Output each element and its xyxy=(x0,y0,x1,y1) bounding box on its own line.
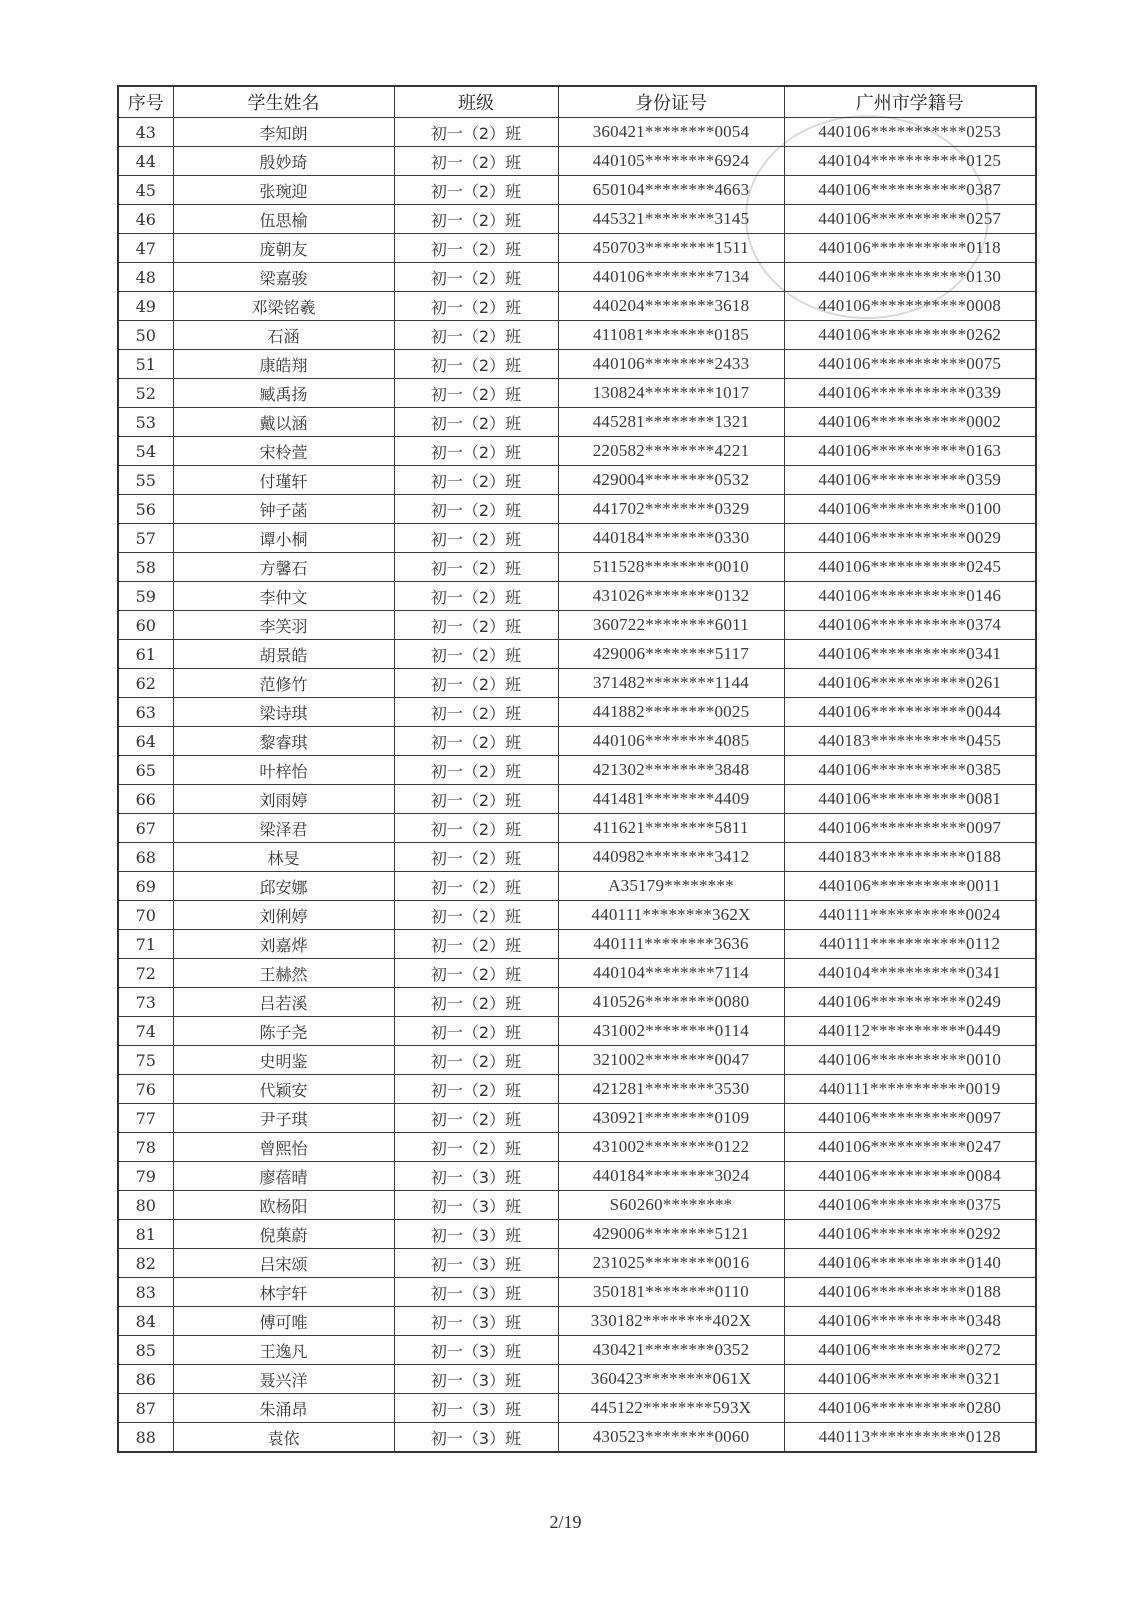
cell-student-name: 朱涌昂 xyxy=(173,1394,394,1423)
cell-seq: 48 xyxy=(118,263,173,292)
cell-id-number: 440111********362X xyxy=(558,901,784,930)
cell-class: 初一（2）班 xyxy=(394,785,558,814)
cell-id-number: 440982********3412 xyxy=(558,843,784,872)
cell-student-name: 付瑾轩 xyxy=(173,466,394,495)
cell-class: 初一（2）班 xyxy=(394,118,558,147)
table-row xyxy=(118,292,1036,321)
cell-id-number: 445122********593X xyxy=(558,1394,784,1423)
table-row xyxy=(118,582,1036,611)
cell-student-number: 440106***********0348 xyxy=(784,1307,1036,1336)
cell-id-number: 130824********1017 xyxy=(558,379,784,408)
cell-student-name: 梁诗琪 xyxy=(173,698,394,727)
table-row xyxy=(118,1046,1036,1075)
cell-seq: 64 xyxy=(118,727,173,756)
cell-student-number: 440111***********0019 xyxy=(784,1075,1036,1104)
cell-id-number: 440184********0330 xyxy=(558,524,784,553)
cell-class: 初一（2）班 xyxy=(394,814,558,843)
cell-seq: 58 xyxy=(118,553,173,582)
table-row xyxy=(118,959,1036,988)
cell-seq: 74 xyxy=(118,1017,173,1046)
cell-class: 初一（3）班 xyxy=(394,1336,558,1365)
cell-seq: 47 xyxy=(118,234,173,263)
table-row xyxy=(118,843,1036,872)
cell-class: 初一（2）班 xyxy=(394,553,558,582)
cell-student-name: 刘俐婷 xyxy=(173,901,394,930)
cell-student-name: 吕宋颂 xyxy=(173,1249,394,1278)
cell-student-name: 王逸凡 xyxy=(173,1336,394,1365)
cell-student-number: 440106***********0084 xyxy=(784,1162,1036,1191)
cell-student-name: 石涵 xyxy=(173,321,394,350)
table-row xyxy=(118,698,1036,727)
cell-seq: 61 xyxy=(118,640,173,669)
cell-student-number: 440106***********0002 xyxy=(784,408,1036,437)
cell-class: 初一（2）班 xyxy=(394,756,558,785)
cell-student-number: 440104***********0125 xyxy=(784,147,1036,176)
cell-seq: 82 xyxy=(118,1249,173,1278)
cell-class: 初一（2）班 xyxy=(394,321,558,350)
cell-student-number: 440106***********0008 xyxy=(784,292,1036,321)
cell-seq: 75 xyxy=(118,1046,173,1075)
cell-student-number: 440106***********0321 xyxy=(784,1365,1036,1394)
table-row xyxy=(118,1336,1036,1365)
cell-student-name: 方馨石 xyxy=(173,553,394,582)
cell-class: 初一（2）班 xyxy=(394,495,558,524)
table-row xyxy=(118,814,1036,843)
header-id-number: 身份证号 xyxy=(558,86,784,118)
table-row xyxy=(118,1191,1036,1220)
header-student-name: 学生姓名 xyxy=(173,86,394,118)
cell-student-number: 440111***********0112 xyxy=(784,930,1036,959)
cell-student-name: 陈子尧 xyxy=(173,1017,394,1046)
cell-seq: 76 xyxy=(118,1075,173,1104)
cell-seq: 59 xyxy=(118,582,173,611)
cell-student-name: 袁依 xyxy=(173,1423,394,1453)
cell-id-number: 430921********0109 xyxy=(558,1104,784,1133)
table-row xyxy=(118,118,1036,147)
cell-student-name: 梁泽君 xyxy=(173,814,394,843)
table-row xyxy=(118,1278,1036,1307)
table-row xyxy=(118,553,1036,582)
cell-id-number: 445321********3145 xyxy=(558,205,784,234)
cell-class: 初一（2）班 xyxy=(394,437,558,466)
cell-student-number: 440106***********0010 xyxy=(784,1046,1036,1075)
table-row xyxy=(118,1162,1036,1191)
cell-student-name: 曾熙怡 xyxy=(173,1133,394,1162)
table-row xyxy=(118,350,1036,379)
cell-student-number: 440106***********0272 xyxy=(784,1336,1036,1365)
cell-seq: 84 xyxy=(118,1307,173,1336)
cell-student-name: 李笑羽 xyxy=(173,611,394,640)
cell-student-name: 戴以涵 xyxy=(173,408,394,437)
header-student-number: 广州市学籍号 xyxy=(784,86,1036,118)
page-number: 2/19 xyxy=(549,1512,582,1532)
cell-seq: 44 xyxy=(118,147,173,176)
cell-id-number: 431002********0114 xyxy=(558,1017,784,1046)
cell-id-number: 421302********3848 xyxy=(558,756,784,785)
cell-student-name: 李仲文 xyxy=(173,582,394,611)
cell-class: 初一（2）班 xyxy=(394,872,558,901)
cell-student-number: 440106***********0097 xyxy=(784,1104,1036,1133)
cell-student-number: 440106***********0146 xyxy=(784,582,1036,611)
table-row xyxy=(118,379,1036,408)
cell-class: 初一（2）班 xyxy=(394,988,558,1017)
cell-seq: 80 xyxy=(118,1191,173,1220)
cell-seq: 49 xyxy=(118,292,173,321)
cell-seq: 69 xyxy=(118,872,173,901)
cell-id-number: 330182********402X xyxy=(558,1307,784,1336)
table-row xyxy=(118,321,1036,350)
cell-seq: 68 xyxy=(118,843,173,872)
cell-student-name: 伍思榆 xyxy=(173,205,394,234)
cell-id-number: 431026********0132 xyxy=(558,582,784,611)
cell-student-number: 440106***********0261 xyxy=(784,669,1036,698)
cell-student-name: 尹子琪 xyxy=(173,1104,394,1133)
cell-student-name: 谭小桐 xyxy=(173,524,394,553)
cell-class: 初一（2）班 xyxy=(394,930,558,959)
cell-id-number: A35179******** xyxy=(558,872,784,901)
cell-student-name: 史明鉴 xyxy=(173,1046,394,1075)
cell-student-number: 440104***********0341 xyxy=(784,959,1036,988)
cell-class: 初一（2）班 xyxy=(394,350,558,379)
cell-student-name: 康皓翔 xyxy=(173,350,394,379)
cell-seq: 50 xyxy=(118,321,173,350)
cell-class: 初一（3）班 xyxy=(394,1307,558,1336)
cell-id-number: 321002********0047 xyxy=(558,1046,784,1075)
cell-student-number: 440106***********0130 xyxy=(784,263,1036,292)
cell-seq: 57 xyxy=(118,524,173,553)
cell-student-name: 刘雨婷 xyxy=(173,785,394,814)
cell-student-number: 440111***********0024 xyxy=(784,901,1036,930)
table-row xyxy=(118,1075,1036,1104)
table-row xyxy=(118,901,1036,930)
cell-student-name: 胡景皓 xyxy=(173,640,394,669)
cell-id-number: S60260******** xyxy=(558,1191,784,1220)
cell-student-name: 庞朝友 xyxy=(173,234,394,263)
cell-class: 初一（2）班 xyxy=(394,147,558,176)
cell-id-number: 430421********0352 xyxy=(558,1336,784,1365)
cell-class: 初一（2）班 xyxy=(394,901,558,930)
cell-seq: 83 xyxy=(118,1278,173,1307)
cell-class: 初一（3）班 xyxy=(394,1278,558,1307)
cell-student-name: 宋柃萱 xyxy=(173,437,394,466)
cell-id-number: 440106********2433 xyxy=(558,350,784,379)
cell-id-number: 441702********0329 xyxy=(558,495,784,524)
cell-student-name: 钟子菡 xyxy=(173,495,394,524)
cell-student-number: 440106***********0081 xyxy=(784,785,1036,814)
cell-student-number: 440106***********0387 xyxy=(784,176,1036,205)
cell-seq: 78 xyxy=(118,1133,173,1162)
cell-student-number: 440106***********0097 xyxy=(784,814,1036,843)
cell-id-number: 450703********1511 xyxy=(558,234,784,263)
cell-class: 初一（2）班 xyxy=(394,292,558,321)
cell-id-number: 441481********4409 xyxy=(558,785,784,814)
cell-seq: 54 xyxy=(118,437,173,466)
cell-class: 初一（2）班 xyxy=(394,524,558,553)
cell-class: 初一（2）班 xyxy=(394,176,558,205)
cell-id-number: 231025********0016 xyxy=(558,1249,784,1278)
cell-id-number: 350181********0110 xyxy=(558,1278,784,1307)
cell-seq: 86 xyxy=(118,1365,173,1394)
cell-student-number: 440106***********0249 xyxy=(784,988,1036,1017)
cell-student-number: 440106***********0118 xyxy=(784,234,1036,263)
cell-class: 初一（2）班 xyxy=(394,466,558,495)
table-header-row xyxy=(118,86,1036,118)
cell-student-number: 440183***********0455 xyxy=(784,727,1036,756)
cell-class: 初一（3）班 xyxy=(394,1220,558,1249)
cell-id-number: 410526********0080 xyxy=(558,988,784,1017)
table-row xyxy=(118,930,1036,959)
cell-seq: 55 xyxy=(118,466,173,495)
cell-student-number: 440106***********0253 xyxy=(784,118,1036,147)
table-row xyxy=(118,1249,1036,1278)
cell-class: 初一（2）班 xyxy=(394,1017,558,1046)
table-row xyxy=(118,263,1036,292)
cell-class: 初一（3）班 xyxy=(394,1394,558,1423)
cell-student-name: 殷妙琦 xyxy=(173,147,394,176)
cell-seq: 43 xyxy=(118,118,173,147)
cell-student-number: 440113***********0128 xyxy=(784,1423,1036,1453)
cell-student-name: 廖蓓晴 xyxy=(173,1162,394,1191)
cell-student-number: 440106***********0247 xyxy=(784,1133,1036,1162)
table-row xyxy=(118,669,1036,698)
cell-id-number: 430523********0060 xyxy=(558,1423,784,1453)
cell-class: 初一（3）班 xyxy=(394,1162,558,1191)
cell-class: 初一（2）班 xyxy=(394,611,558,640)
cell-class: 初一（2）班 xyxy=(394,959,558,988)
table-row xyxy=(118,1394,1036,1423)
cell-seq: 73 xyxy=(118,988,173,1017)
table-row xyxy=(118,727,1036,756)
table-row xyxy=(118,495,1036,524)
cell-class: 初一（3）班 xyxy=(394,1191,558,1220)
cell-id-number: 360421********0054 xyxy=(558,118,784,147)
cell-class: 初一（3）班 xyxy=(394,1423,558,1453)
cell-class: 初一（2）班 xyxy=(394,263,558,292)
cell-student-name: 欧杨阳 xyxy=(173,1191,394,1220)
table-body xyxy=(118,118,1036,1453)
cell-student-number: 440106***********0280 xyxy=(784,1394,1036,1423)
cell-class: 初一（2）班 xyxy=(394,234,558,263)
table-row xyxy=(118,1423,1036,1453)
cell-student-number: 440106***********0292 xyxy=(784,1220,1036,1249)
cell-student-number: 440106***********0044 xyxy=(784,698,1036,727)
cell-id-number: 371482********1144 xyxy=(558,669,784,698)
cell-student-name: 林宇轩 xyxy=(173,1278,394,1307)
student-roster-table xyxy=(117,85,1037,1453)
cell-student-number: 440112***********0449 xyxy=(784,1017,1036,1046)
cell-id-number: 421281********3530 xyxy=(558,1075,784,1104)
table-row xyxy=(118,1104,1036,1133)
cell-id-number: 441882********0025 xyxy=(558,698,784,727)
cell-seq: 70 xyxy=(118,901,173,930)
table-row xyxy=(118,785,1036,814)
cell-seq: 66 xyxy=(118,785,173,814)
cell-id-number: 360722********6011 xyxy=(558,611,784,640)
cell-student-number: 440106***********0029 xyxy=(784,524,1036,553)
cell-student-name: 吕若溪 xyxy=(173,988,394,1017)
cell-id-number: 440111********3636 xyxy=(558,930,784,959)
header-seq: 序号 xyxy=(118,86,173,118)
cell-class: 初一（3）班 xyxy=(394,1365,558,1394)
table-row xyxy=(118,640,1036,669)
cell-class: 初一（2）班 xyxy=(394,1046,558,1075)
cell-id-number: 431002********0122 xyxy=(558,1133,784,1162)
cell-id-number: 445281********1321 xyxy=(558,408,784,437)
table-row xyxy=(118,176,1036,205)
cell-student-number: 440106***********0257 xyxy=(784,205,1036,234)
cell-seq: 71 xyxy=(118,930,173,959)
cell-student-name: 张琬迎 xyxy=(173,176,394,205)
cell-student-number: 440106***********0140 xyxy=(784,1249,1036,1278)
cell-student-name: 梁嘉骏 xyxy=(173,263,394,292)
table-row xyxy=(118,1017,1036,1046)
cell-student-number: 440106***********0075 xyxy=(784,350,1036,379)
cell-student-name: 黎睿琪 xyxy=(173,727,394,756)
table-row xyxy=(118,756,1036,785)
cell-seq: 45 xyxy=(118,176,173,205)
cell-id-number: 429006********5121 xyxy=(558,1220,784,1249)
cell-class: 初一（2）班 xyxy=(394,408,558,437)
cell-id-number: 360423********061X xyxy=(558,1365,784,1394)
cell-class: 初一（2）班 xyxy=(394,582,558,611)
cell-seq: 81 xyxy=(118,1220,173,1249)
cell-student-number: 440106***********0262 xyxy=(784,321,1036,350)
table-row xyxy=(118,1307,1036,1336)
table-row xyxy=(118,234,1036,263)
cell-seq: 77 xyxy=(118,1104,173,1133)
cell-student-name: 叶梓怡 xyxy=(173,756,394,785)
cell-seq: 79 xyxy=(118,1162,173,1191)
cell-class: 初一（2）班 xyxy=(394,379,558,408)
cell-student-number: 440106***********0011 xyxy=(784,872,1036,901)
table-row xyxy=(118,147,1036,176)
cell-id-number: 429004********0532 xyxy=(558,466,784,495)
cell-id-number: 440106********4085 xyxy=(558,727,784,756)
cell-seq: 85 xyxy=(118,1336,173,1365)
cell-student-number: 440106***********0188 xyxy=(784,1278,1036,1307)
cell-id-number: 440204********3618 xyxy=(558,292,784,321)
cell-student-name: 林旻 xyxy=(173,843,394,872)
table-row xyxy=(118,524,1036,553)
cell-class: 初一（2）班 xyxy=(394,1075,558,1104)
cell-id-number: 511528********0010 xyxy=(558,553,784,582)
table-row xyxy=(118,872,1036,901)
cell-student-number: 440106***********0374 xyxy=(784,611,1036,640)
table-row xyxy=(118,205,1036,234)
cell-student-name: 范修竹 xyxy=(173,669,394,698)
cell-class: 初一（2）班 xyxy=(394,1104,558,1133)
cell-seq: 72 xyxy=(118,959,173,988)
table-row xyxy=(118,437,1036,466)
cell-id-number: 411081********0185 xyxy=(558,321,784,350)
cell-class: 初一（2）班 xyxy=(394,669,558,698)
cell-seq: 87 xyxy=(118,1394,173,1423)
cell-student-number: 440106***********0245 xyxy=(784,553,1036,582)
table-row xyxy=(118,466,1036,495)
cell-student-name: 刘嘉烨 xyxy=(173,930,394,959)
cell-id-number: 429006********5117 xyxy=(558,640,784,669)
table-row xyxy=(118,1220,1036,1249)
cell-class: 初一（2）班 xyxy=(394,205,558,234)
cell-seq: 63 xyxy=(118,698,173,727)
cell-seq: 53 xyxy=(118,408,173,437)
cell-id-number: 650104********4663 xyxy=(558,176,784,205)
cell-seq: 46 xyxy=(118,205,173,234)
cell-student-number: 440106***********0100 xyxy=(784,495,1036,524)
cell-id-number: 220582********4221 xyxy=(558,437,784,466)
cell-student-name: 倪菓蔚 xyxy=(173,1220,394,1249)
table-row xyxy=(118,408,1036,437)
table-row xyxy=(118,1133,1036,1162)
table-row xyxy=(118,1365,1036,1394)
cell-seq: 56 xyxy=(118,495,173,524)
cell-class: 初一（2）班 xyxy=(394,698,558,727)
table-row xyxy=(118,988,1036,1017)
cell-student-name: 聂兴洋 xyxy=(173,1365,394,1394)
cell-student-number: 440106***********0163 xyxy=(784,437,1036,466)
cell-seq: 88 xyxy=(118,1423,173,1453)
cell-student-name: 李知朗 xyxy=(173,118,394,147)
cell-id-number: 440106********7134 xyxy=(558,263,784,292)
cell-student-name: 邓梁铭羲 xyxy=(173,292,394,321)
cell-student-name: 傅可唯 xyxy=(173,1307,394,1336)
cell-seq: 65 xyxy=(118,756,173,785)
cell-student-number: 440106***********0385 xyxy=(784,756,1036,785)
cell-student-number: 440183***********0188 xyxy=(784,843,1036,872)
table-row xyxy=(118,611,1036,640)
header-class: 班级 xyxy=(394,86,558,118)
cell-seq: 51 xyxy=(118,350,173,379)
cell-student-number: 440106***********0341 xyxy=(784,640,1036,669)
cell-seq: 62 xyxy=(118,669,173,698)
cell-student-number: 440106***********0339 xyxy=(784,379,1036,408)
cell-class: 初一（3）班 xyxy=(394,1249,558,1278)
cell-class: 初一（2）班 xyxy=(394,1133,558,1162)
cell-seq: 67 xyxy=(118,814,173,843)
cell-class: 初一（2）班 xyxy=(394,727,558,756)
cell-id-number: 440105********6924 xyxy=(558,147,784,176)
cell-id-number: 440104********7114 xyxy=(558,959,784,988)
cell-student-name: 臧禹扬 xyxy=(173,379,394,408)
cell-student-name: 代颖安 xyxy=(173,1075,394,1104)
cell-student-name: 邱安娜 xyxy=(173,872,394,901)
cell-id-number: 440184********3024 xyxy=(558,1162,784,1191)
cell-student-name: 王赫然 xyxy=(173,959,394,988)
cell-seq: 60 xyxy=(118,611,173,640)
cell-class: 初一（2）班 xyxy=(394,843,558,872)
cell-class: 初一（2）班 xyxy=(394,640,558,669)
cell-student-number: 440106***********0359 xyxy=(784,466,1036,495)
cell-student-number: 440106***********0375 xyxy=(784,1191,1036,1220)
cell-id-number: 411621********5811 xyxy=(558,814,784,843)
cell-seq: 52 xyxy=(118,379,173,408)
